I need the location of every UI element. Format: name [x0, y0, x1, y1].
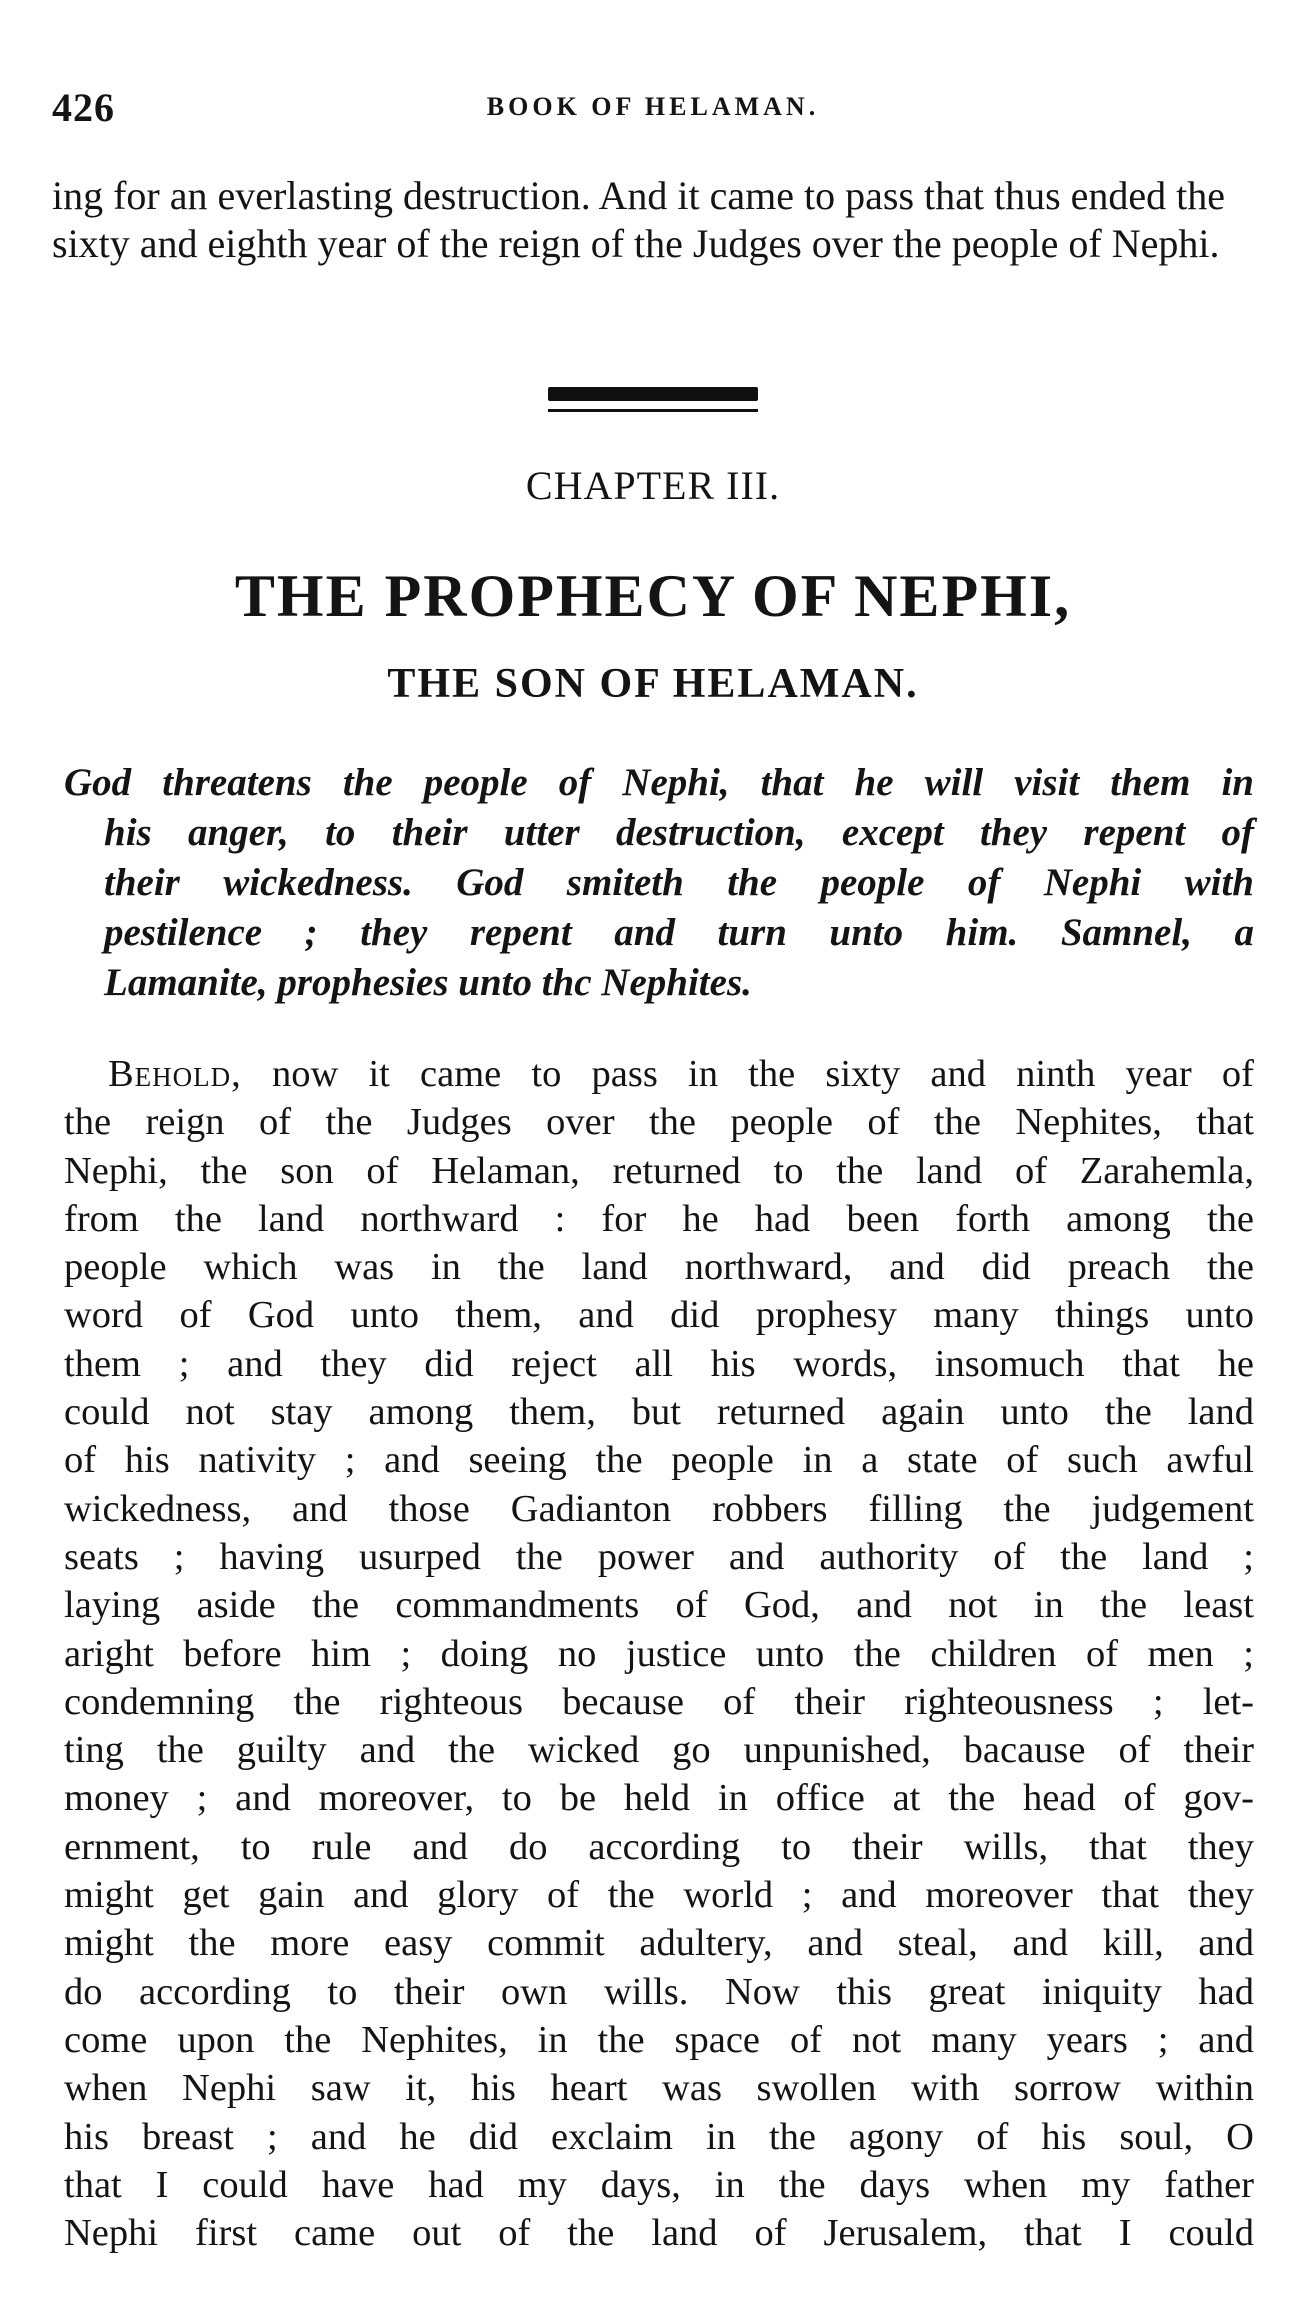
body-line: people which was in the land northward, and did preach the	[64, 1246, 1254, 1289]
body-line: when Nephi saw it, his heart was swollen with sorrow within	[64, 2067, 1254, 2110]
summary-line: his anger, to their utter destruction, except they repent of	[104, 811, 1254, 854]
body-line: word of God unto them, and did prophesy many things unto	[64, 1294, 1254, 1337]
body-line: that I could have had my days, in the days when my father	[64, 2163, 1254, 2206]
running-title: BOOK OF HELAMAN.	[486, 92, 820, 121]
body-line: seats ; having usurped the power and authority of the land ;	[64, 1535, 1254, 1578]
chapter-summary	[64, 758, 1254, 1008]
body-line: condemning the righteous because of their righteousness ; let-	[64, 1680, 1254, 1723]
chapter-number: CHAPTER III.	[525, 463, 781, 508]
body-line: money ; and moreover, to be held in office at the head of gov-	[64, 1777, 1254, 1820]
body-line: come upon the Nephites, in the space of not many years ; and	[64, 2018, 1254, 2061]
body-line	[64, 1050, 1254, 1098]
body-line: laying aside the commandments of God, and not in the least	[64, 1584, 1254, 1627]
body-line: ting the guilty and the wicked go unpunished, bacause of their	[64, 1729, 1254, 1772]
body-line: the reign of the Judges over the people of the Nephites, that	[64, 1101, 1254, 1144]
chapter-subtitle: THE SON OF HELAMAN.	[387, 661, 919, 707]
section-divider-rule	[548, 387, 758, 417]
chapter-title: THE PROPHECY OF NEPHI,	[234, 563, 1072, 629]
opening-word: Behold,	[108, 1053, 242, 1095]
summary-line: God threatens the people of Nephi, that he will visit them in	[64, 761, 1254, 804]
body-line: them ; and they did reject all his words, insomuch that he	[64, 1342, 1254, 1385]
body-line: of his nativity ; and seeing the people in a state of such awful	[64, 1439, 1254, 1482]
body-line: aright before him ; doing no justice unto the children of men ;	[64, 1632, 1254, 1675]
body-line: ernment, to rule and do according to their wills, that they	[64, 1825, 1254, 1868]
body-line: might the more easy commit adultery, and steal, and kill, and	[64, 1922, 1254, 1965]
body-line: wickedness, and those Gadianton robbers filling the judgement	[64, 1487, 1254, 1530]
body-paragraph	[64, 1050, 1254, 2257]
body-line: do according to their own wills. Now this great iniquity had	[64, 1970, 1254, 2013]
continued-paragraph: ing for an everlasting destruction. And it came to pass that thus ended the sixty and eighth year of the reign of the Judges over the people of Nephi.	[52, 173, 1226, 266]
summary-line: their wickedness. God smiteth the people of Nephi with	[104, 861, 1254, 904]
summary-line: Lamanite, prophesies unto thc Nephites.	[104, 961, 752, 1004]
body-line: Nephi first came out of the land of Jerusalem, that I could	[64, 2212, 1254, 2255]
body-line: from the land northward : for he had been forth among the	[64, 1197, 1254, 1240]
body-line: Nephi, the son of Helaman, returned to the land of Zarahemla,	[64, 1149, 1254, 1192]
divider-thin-rule	[548, 409, 758, 412]
running-head	[52, 84, 1254, 128]
summary-line: pestilence ; they repent and turn unto him. Samnel, a	[104, 911, 1254, 954]
divider-thick-rule	[548, 387, 758, 401]
body-line: his breast ; and he did exclaim in the agony of his soul, O	[64, 2115, 1254, 2158]
page-number: 426	[52, 85, 115, 130]
first-line-text: now it came to pass in the sixty and ninth year of	[241, 1053, 1254, 1095]
body-line: could not stay among them, but returned again unto the land	[64, 1391, 1254, 1434]
body-line: might get gain and glory of the world ; and moreover that they	[64, 1874, 1254, 1917]
